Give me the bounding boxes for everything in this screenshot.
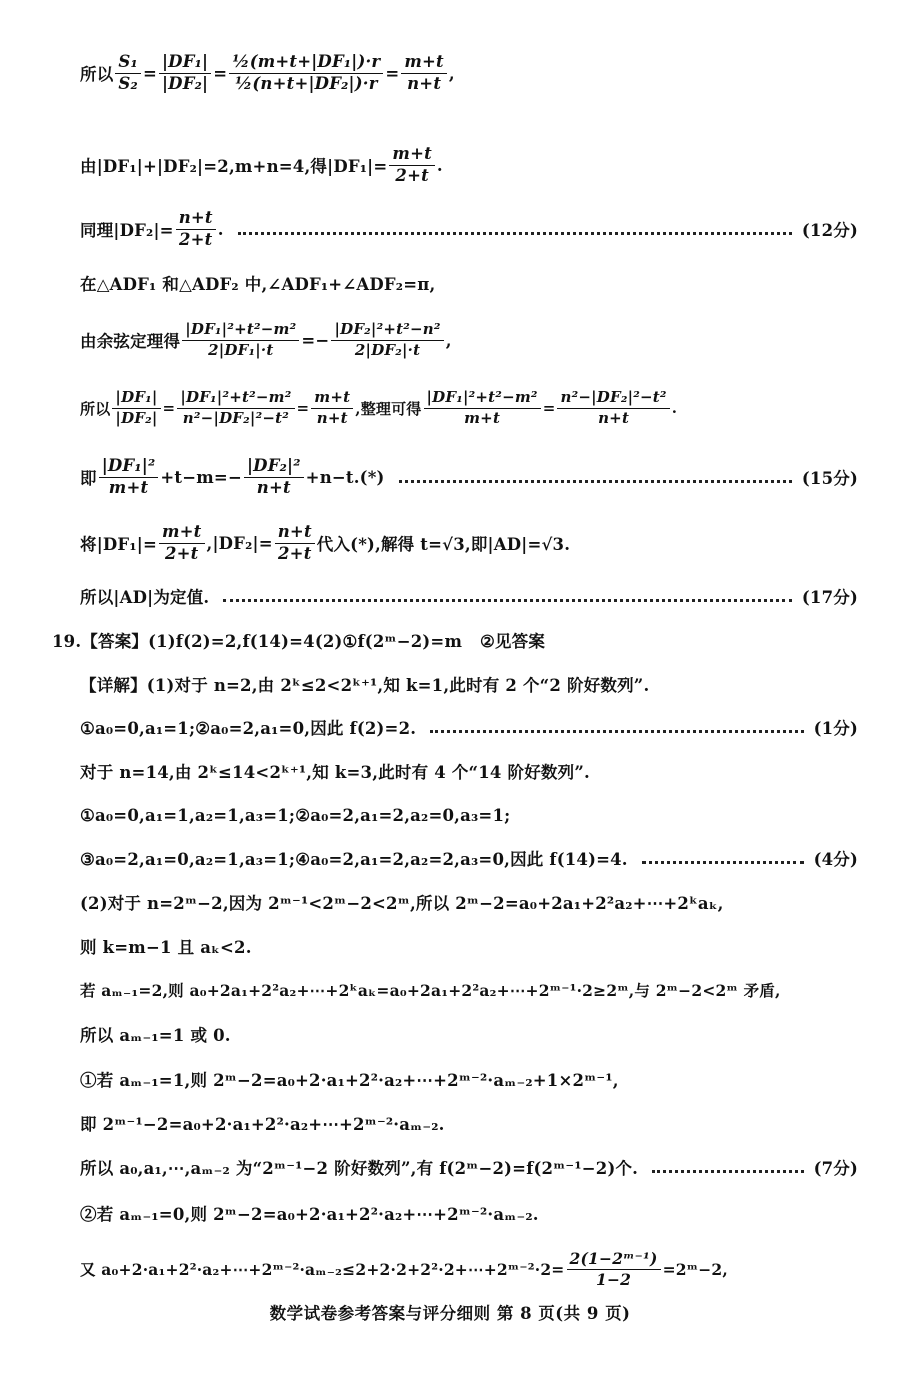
text: 在△ADF₁ 和△ADF₂ 中,∠ADF₁+∠ADF₂=π,	[80, 275, 436, 294]
score-mark: (15分)	[801, 469, 858, 488]
fraction	[401, 53, 447, 94]
denominator: 1−2	[595, 1269, 632, 1289]
text: 若 aₘ₋₁=2,则 a₀+2a₁+2²a₂+⋯+2ᵏaₖ=a₀+2a₁+2²a₂+⋯+2ᵐ⁻¹·2≥2ᵐ,与 2ᵐ−2<2ᵐ 矛盾,	[80, 981, 781, 1000]
fraction	[159, 523, 205, 564]
denominator: 2+t	[277, 543, 312, 563]
text: .	[671, 399, 678, 417]
fraction	[331, 321, 443, 359]
text: 即	[80, 469, 97, 488]
text: =2ᵐ−2,	[662, 1259, 729, 1279]
score-mark: (17分)	[801, 588, 858, 607]
text: +n−t.(*)	[305, 467, 385, 487]
denominator: m+t	[464, 408, 501, 427]
solution-line-18	[80, 977, 858, 1003]
text: 所以	[80, 65, 114, 84]
fraction	[182, 321, 299, 359]
text: ①a₀=0,a₁=1,a₂=1,a₃=1;②a₀=2,a₁=2,a₂=0,a₃=1;	[80, 805, 511, 825]
text: ,整理可得	[355, 399, 422, 418]
answer-line	[52, 627, 858, 653]
text: 又 a₀+2·a₁+2²·a₂+⋯+2ᵐ⁻²·aₘ₋₂≤2+2·2+2²·2+⋯+2ᵐ⁻²·2=	[80, 1260, 565, 1279]
text: ②若 aₘ₋₁=0,则 2ᵐ−2=a₀+2·a₁+2²·a₂+⋯+2ᵐ⁻²·aₘ₋₂.	[80, 1205, 539, 1224]
denominator: |DF₂|	[161, 73, 209, 93]
solution-line-22	[80, 1154, 858, 1180]
fraction	[424, 389, 541, 427]
score-mark: (12分)	[801, 221, 858, 240]
dot-leader	[642, 859, 804, 864]
solution-line-24	[80, 1244, 858, 1294]
fraction	[159, 53, 211, 94]
dot-leader	[652, 1168, 803, 1173]
fraction	[112, 389, 160, 427]
solution-line-13	[80, 758, 858, 784]
numerator: m+t	[389, 145, 435, 166]
numerator: n+t	[275, 523, 315, 544]
solution-line-15	[80, 845, 858, 871]
denominator: 2|DF₁|·t	[208, 340, 274, 359]
solution-line-17	[80, 933, 858, 959]
denominator: n+t	[256, 477, 291, 497]
numerator: ½(m+t+|DF₁|)·r	[229, 53, 383, 74]
text: 所以 aₘ₋₁=1 或 0.	[80, 1026, 231, 1045]
score-mark: (7分)	[813, 1159, 858, 1178]
solution-line-2	[80, 140, 858, 190]
denominator: 2+t	[178, 229, 213, 249]
denominator: S₂	[118, 73, 138, 93]
text: 代入(*),解得 t=√3,即|AD|=√3.	[316, 535, 571, 554]
fraction	[311, 389, 353, 427]
numerator: |DF₁|	[159, 53, 211, 74]
numerator: |DF₁|²	[99, 457, 159, 478]
solution-line-11	[80, 671, 858, 697]
fraction	[275, 523, 315, 564]
text: 将|DF₁|=	[80, 535, 157, 554]
fraction	[115, 53, 141, 94]
fraction	[244, 457, 304, 498]
solution-line-4	[80, 270, 858, 296]
numerator: m+t	[401, 53, 447, 74]
numerator: 2(1−2ᵐ⁻¹)	[567, 1250, 661, 1270]
solution-line-16	[80, 889, 858, 915]
dot-leader	[430, 728, 803, 733]
text: 【详解】(1)对于 n=2,由 2ᵏ≤2<2ᵏ⁺¹,知 k=1,此时有 2 个“2 阶好数列”.	[80, 676, 650, 695]
text: +t−m=−	[160, 467, 242, 487]
solution-line-14	[80, 802, 858, 828]
dot-leader	[223, 597, 792, 602]
solution-line-5	[80, 315, 858, 365]
solution-line-6	[80, 383, 858, 433]
fraction	[389, 145, 435, 186]
fraction	[177, 389, 294, 427]
text: 对于 n=14,由 2ᵏ≤14<2ᵏ⁺¹,知 k=3,此时有 4 个“14 阶好数列”.	[80, 763, 590, 782]
solution-line-1	[80, 30, 858, 116]
text: =	[542, 399, 556, 417]
text: ①a₀=0,a₁=1;②a₀=2,a₁=0,因此 f(2)=2.	[80, 719, 417, 738]
text: 19.【答案】(1)f(2)=2,f(14)=4(2)①f(2ᵐ−2)=m ②见答案	[52, 632, 546, 651]
numerator: n²−|DF₂|²−t²	[557, 389, 669, 408]
dot-leader	[238, 230, 792, 235]
text: ①若 aₘ₋₁=1,则 2ᵐ−2=a₀+2·a₁+2²·a₂+⋯+2ᵐ⁻²·aₘ₋₂+1×2ᵐ⁻¹,	[80, 1071, 619, 1090]
solution-line-3	[80, 204, 858, 254]
text: ③a₀=2,a₁=0,a₂=1,a₃=1;④a₀=2,a₁=2,a₂=2,a₃=0,因此 f(14)=4.	[80, 850, 628, 869]
fraction	[567, 1250, 661, 1289]
text: =	[385, 63, 400, 83]
text: ,	[445, 330, 452, 350]
text: 即 2ᵐ⁻¹−2=a₀+2·a₁+2²·a₂+⋯+2ᵐ⁻²·aₘ₋₂.	[80, 1115, 445, 1134]
denominator: |DF₂|	[115, 408, 158, 427]
text: 同理|DF₂|=	[80, 221, 174, 240]
text: ,|DF₂|=	[206, 533, 273, 553]
numerator: |DF₁|	[112, 389, 160, 408]
solution-line-8	[80, 518, 858, 568]
numerator: |DF₁|²+t²−m²	[424, 389, 541, 408]
denominator: 2|DF₂|·t	[354, 340, 421, 359]
denominator: 2+t	[395, 165, 429, 185]
text: 由|DF₁|+|DF₂|=2,m+n=4,得|DF₁|=	[80, 157, 388, 176]
solution-line-21	[80, 1110, 858, 1136]
text: .	[217, 219, 224, 239]
text: 所以	[80, 399, 111, 418]
page-footer: 数学试卷参考答案与评分细则 第 8 页(共 9 页)	[269, 1304, 631, 1323]
text: =	[213, 63, 228, 83]
fraction	[557, 389, 669, 427]
text: ,	[448, 63, 455, 83]
score-mark: (1分)	[813, 719, 858, 738]
numerator: |DF₂|²+t²−n²	[331, 321, 443, 340]
text: 所以 a₀,a₁,⋯,aₘ₋₂ 为“2ᵐ⁻¹−2 阶好数列”,有 f(2ᵐ−2)=f(2ᵐ⁻¹−2)个.	[80, 1159, 639, 1178]
solution-line-23	[80, 1200, 858, 1226]
denominator: m+t	[108, 477, 149, 497]
fraction	[176, 209, 216, 250]
text: .	[436, 155, 443, 175]
denominator: ½(n+t+|DF₂|)·r	[235, 73, 378, 93]
fraction	[229, 53, 383, 94]
numerator: |DF₁|²+t²−m²	[177, 389, 294, 408]
dot-leader	[399, 478, 792, 483]
numerator: |DF₂|²	[244, 457, 304, 478]
score-mark: (4分)	[813, 850, 858, 869]
text: =	[162, 399, 176, 417]
denominator: 2+t	[164, 543, 199, 563]
numerator: m+t	[159, 523, 205, 544]
text: =−	[301, 330, 330, 350]
text: 则 k=m−1 且 aₖ<2.	[80, 938, 252, 957]
solution-line-12	[80, 714, 858, 740]
numerator: S₁	[115, 53, 141, 74]
denominator: n+t	[598, 408, 630, 427]
denominator: n²−|DF₂|²−t²	[182, 408, 290, 427]
denominator: n+t	[407, 73, 442, 93]
numerator: |DF₁|²+t²−m²	[182, 321, 299, 340]
text: 所以|AD|为定值.	[80, 588, 210, 607]
text: =	[296, 399, 310, 417]
numerator: n+t	[176, 209, 216, 230]
denominator: n+t	[316, 408, 348, 427]
numerator: m+t	[311, 389, 353, 408]
solution-line-20	[80, 1066, 858, 1092]
solution-line-7	[80, 452, 858, 502]
solution-line-19	[80, 1021, 858, 1047]
fraction	[99, 457, 159, 498]
text: =	[142, 63, 157, 83]
text: 由余弦定理得	[80, 332, 181, 351]
text: (2)对于 n=2ᵐ−2,因为 2ᵐ⁻¹<2ᵐ−2<2ᵐ,所以 2ᵐ−2=a₀+2a₁+2²a₂+⋯+2ᵏaₖ,	[80, 894, 724, 913]
solution-line-9	[80, 583, 858, 609]
